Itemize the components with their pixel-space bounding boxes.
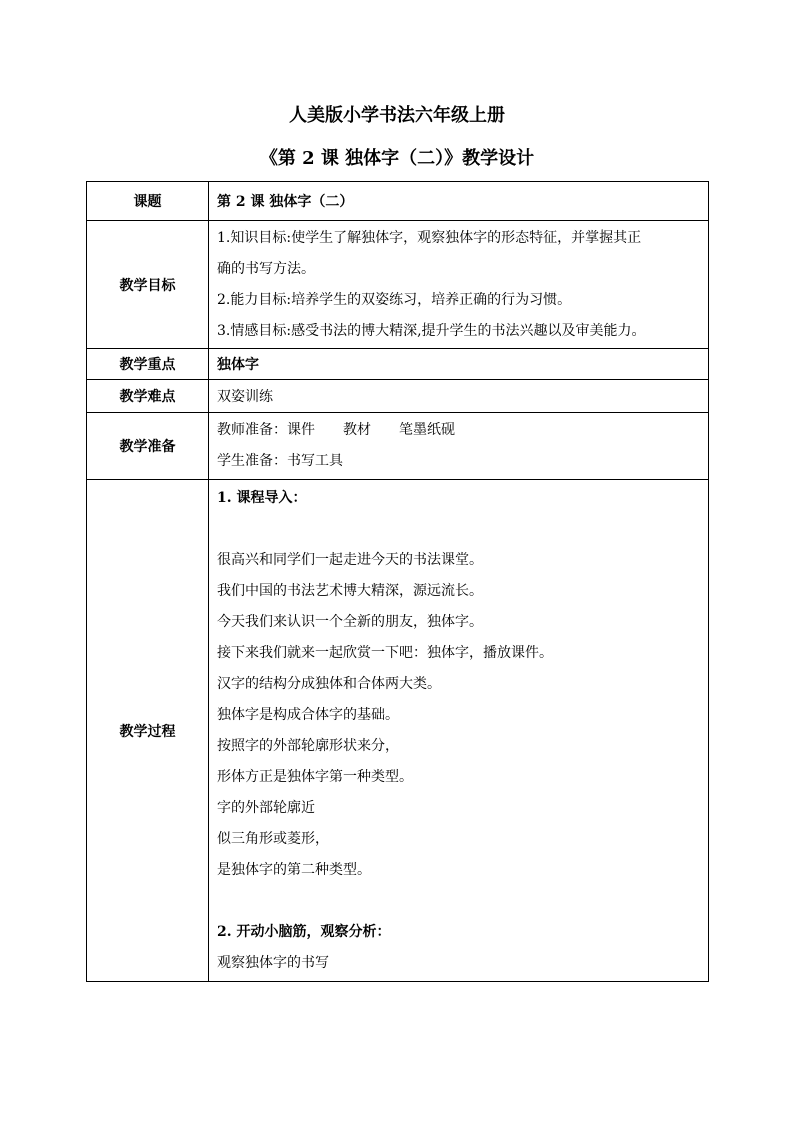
process-line: 似三角形或菱形，: [217, 830, 329, 847]
process-line: 接下来我们就来一起欣赏一下吧：独体字，播放课件。: [217, 644, 553, 661]
teacher-preparation: [217, 415, 704, 446]
process-cell: [209, 480, 709, 982]
lesson-title: 《第 2 课 独体字（二）》教学设计: [259, 148, 535, 169]
process-line: 按照字的外部轮廓形状来分，: [217, 737, 399, 754]
student-preparation: 学生准备：书写工具: [217, 453, 343, 469]
row-goals: [87, 221, 709, 349]
teacher-item: 教材: [343, 422, 371, 438]
process-line: 观察独体字的书写: [217, 954, 329, 971]
teacher-prefix: 教师准备：: [217, 422, 287, 438]
difficulty-value: 双姿训练: [217, 389, 273, 405]
difficulty-label: 教学难点: [87, 380, 209, 413]
lesson-plan-table: [86, 181, 709, 982]
row-difficulty: [87, 380, 709, 413]
goals-cell: [209, 221, 709, 349]
process-label: 教学过程: [87, 480, 209, 982]
topic-value: 第 2 课 独体字（二）: [217, 194, 354, 210]
goal-line: 确的书写方法。: [217, 260, 315, 277]
preparation-cell: [209, 413, 709, 480]
preparation-label: 教学准备: [87, 413, 209, 480]
teacher-item: 笔墨纸砚: [399, 422, 455, 438]
process-line: 今天我们来认识一个全新的朋友，独体字。: [217, 613, 483, 630]
row-preparation: [87, 413, 709, 480]
goal-line: 2.能力目标:培养学生的双姿练习，培养正确的行为习惯。: [217, 291, 572, 308]
row-key-point: [87, 349, 709, 380]
key-point-cell: [209, 349, 709, 380]
process-line: 独体字是构成合体字的基础。: [217, 706, 399, 723]
process-line: 我们中国的书法艺术博大精深，源远流长。: [217, 582, 483, 599]
process-line: 汉字的结构分成独体和合体两大类。: [217, 675, 441, 692]
process-line: 是独体字的第二种类型。: [217, 861, 371, 878]
row-process: [87, 480, 709, 982]
key-point-label: 教学重点: [87, 349, 209, 380]
goal-line: 3.情感目标:感受书法的博大精深,提升学生的书法兴趣以及审美能力。: [217, 322, 646, 339]
goal-line: 1.知识目标:使学生了解独体字，观察独体字的形态特征，并掌握其正: [217, 229, 642, 246]
difficulty-cell: [209, 380, 709, 413]
row-topic: [87, 182, 709, 221]
document-title: 人美版小学书法六年级上册: [289, 105, 505, 126]
process-line: 字的外部轮廓近: [217, 799, 315, 816]
topic-cell: [209, 182, 709, 221]
section-heading: 2. 开动小脑筋，观察分析：: [217, 923, 391, 940]
process-line: 很高兴和同学们一起走进今天的书法课堂。: [217, 551, 483, 568]
topic-label: 课题: [87, 182, 209, 221]
section-heading: 1. 课程导入：: [217, 489, 307, 506]
teacher-item: 课件: [287, 422, 315, 438]
goals-label: 教学目标: [87, 221, 209, 349]
process-line: 形体方正是独体字第一种类型。: [217, 768, 413, 785]
key-point-value: 独体字: [217, 357, 259, 373]
